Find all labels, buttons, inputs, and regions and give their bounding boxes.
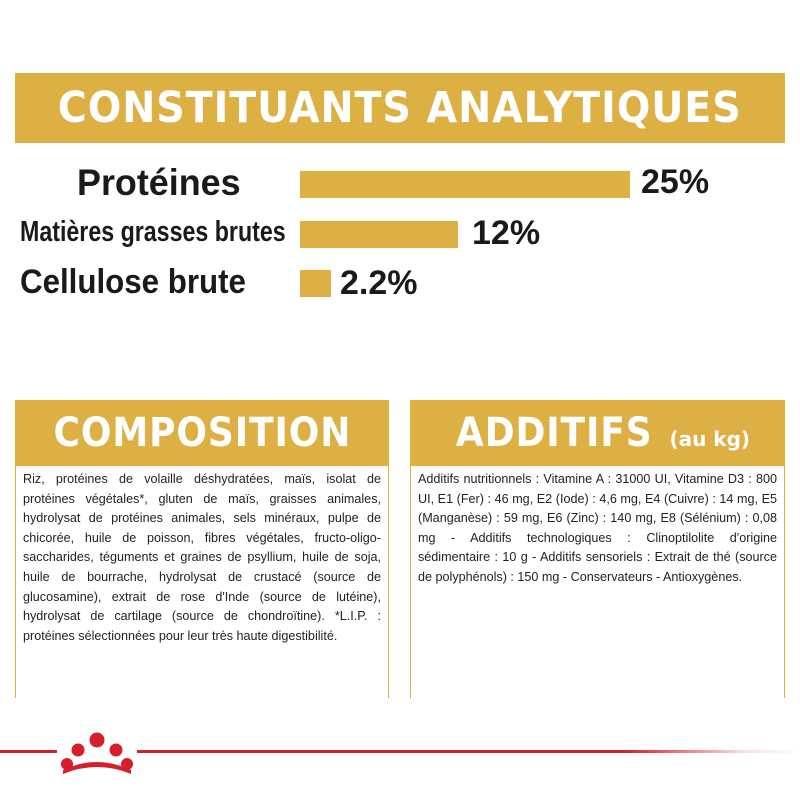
- royal-canin-crown-icon: [57, 726, 137, 776]
- composition-text: Riz, protéines de volaille déshydratées, maïs, isolat de protéines végétales*, gluten de maïs, graisses animales, hydrolysat de protéines animales, sels minéraux, pulpe de chicorée, huile de poisson, fibres végétales, fructo-oligo-saccharides, téguments et graines de psyllium, huile de soja, huile de bourrache, hydrolysat de crustacé (source de glucosamine), extrait de rose d'Inde (source de lutéine), hydrolysat de cartilage (source de chondroïtine). *L.I.P. : protéines sélectionnées pour leur très haute digestibilité.: [23, 472, 381, 643]
- fiber-value: 2.2%: [340, 264, 418, 302]
- protein-bar: [300, 171, 630, 198]
- composition-box: [15, 466, 389, 698]
- protein-label: Protéines: [77, 162, 241, 203]
- additifs-box: [410, 466, 785, 698]
- additifs-text: Additifs nutritionnels : Vitamine A : 31000 UI, Vitamine D3 : 800 UI, E1 (Fer) : 46 mg, E2 (Iode) : 4,6 mg, E4 (Cuivre) : 14 mg, E5 (Manganèse) : 59 mg, E6 (Zinc) : 140 mg, E8 (Sélénium) : 0,08 mg - Additifs technologiques : Clinoptilolite d'origine sédimentaire : 10 g - Additifs sensoriels : Extrait de thé (source de polyphénols) : 150 mg - Conservateurs - Antioxygènes.: [418, 472, 777, 584]
- additifs-title: ADDITIFS: [455, 410, 653, 456]
- protein-value: 25%: [641, 163, 710, 201]
- composition-title: COMPOSITION: [53, 410, 351, 456]
- analytics-banner: [15, 73, 785, 143]
- composition-header: [15, 400, 389, 466]
- fiber-label: Cellulose brute: [20, 263, 246, 301]
- fat-label: Matières grasses brutes: [20, 216, 286, 248]
- additifs-subtitle: (au kg): [669, 427, 751, 451]
- analytics-title: CONSTITUANTS ANALYTIQUES: [58, 83, 742, 133]
- fat-value: 12%: [472, 214, 541, 252]
- fiber-bar: [300, 270, 331, 297]
- fat-bar: [300, 221, 458, 248]
- additifs-header: [410, 400, 785, 466]
